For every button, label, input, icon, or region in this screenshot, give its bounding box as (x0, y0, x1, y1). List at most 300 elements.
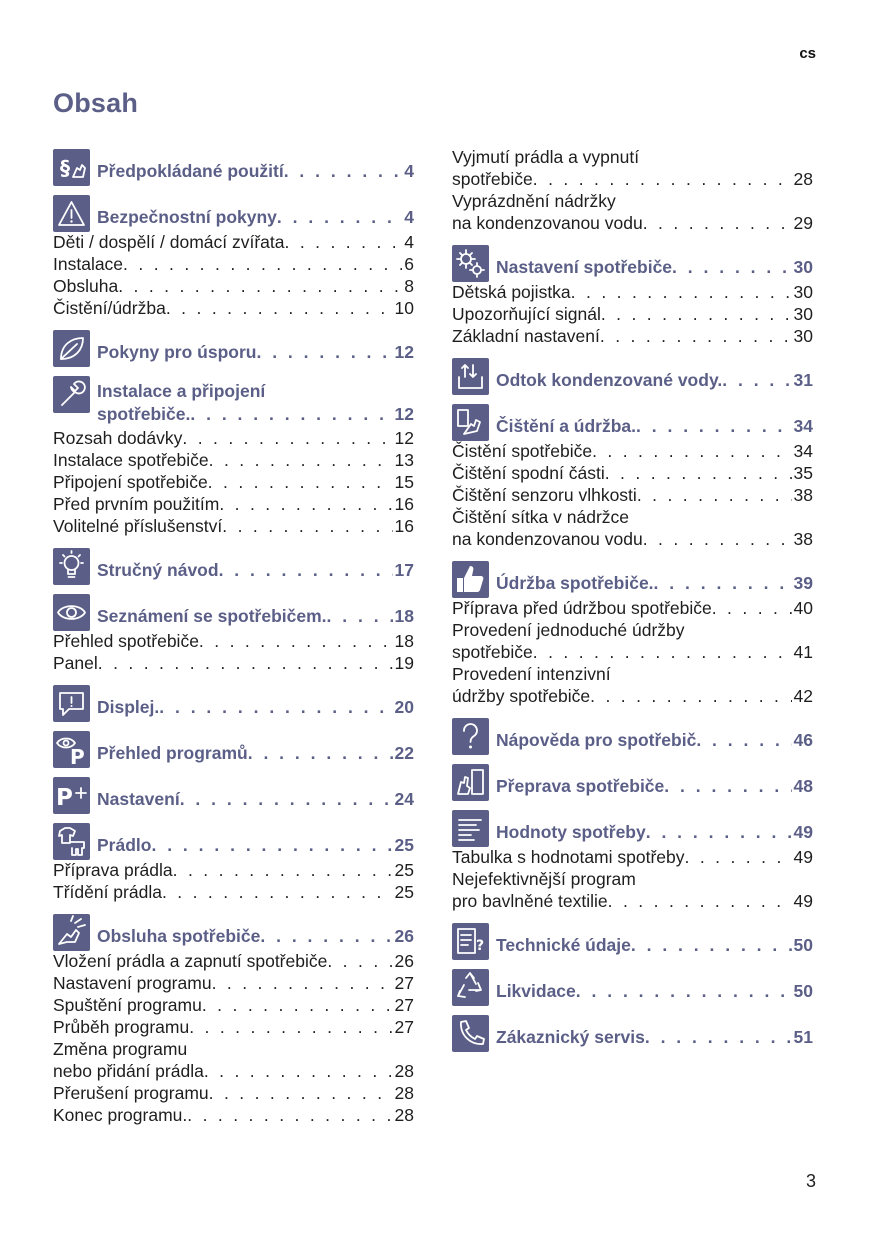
svg-text:P: P (70, 745, 85, 768)
toc-entry-line (452, 846, 813, 868)
toc-section-heading[interactable] (53, 911, 414, 949)
toc-section-title: Seznámení se spotřebičem. (97, 606, 327, 626)
toc-entry[interactable] (452, 846, 813, 868)
toc-section-heading[interactable] (452, 1012, 813, 1050)
toc-section (53, 327, 414, 365)
toc-section (53, 774, 414, 812)
toc-entry[interactable] (53, 630, 414, 652)
toc-page-number: 48 (793, 776, 813, 796)
toc-entry[interactable] (53, 881, 414, 903)
toc-entry[interactable] (53, 1038, 414, 1082)
toc-entry-line (53, 1016, 414, 1038)
toc-section-title: Stručný návod (97, 560, 219, 580)
toc-page-number: 12 (394, 342, 414, 362)
toc-section-title: Nastavení spotřebiče (496, 257, 673, 277)
toc-subentries (53, 859, 414, 903)
toc-section (452, 146, 813, 234)
dot-leader (712, 597, 792, 619)
toc-page-number: 19 (394, 653, 414, 673)
toc-entry[interactable] (452, 663, 813, 707)
toc-page-number: 30 (793, 282, 813, 302)
toc-subentries (452, 597, 813, 707)
toc-section (452, 401, 813, 550)
toc-section-heading[interactable] (452, 761, 813, 799)
toc-section (452, 242, 813, 347)
toc-entry-line (53, 297, 414, 319)
toc-section (452, 920, 813, 958)
toc-section-heading-text (97, 682, 414, 719)
toc-entry[interactable] (53, 471, 414, 493)
toc-entry-line (53, 1082, 414, 1104)
dot-leader (187, 1104, 392, 1126)
toc-section-heading-text (496, 966, 813, 1003)
dot-leader (672, 256, 791, 279)
toc-entry-title: Instalace (53, 254, 124, 274)
toc-page-number: 8 (404, 276, 414, 296)
toc-section-title: Přehled programů (97, 743, 248, 763)
dot-leader (202, 994, 393, 1016)
toc-section-heading-text (97, 820, 414, 857)
toc-left-column (53, 146, 414, 1126)
toc-section-heading-line (496, 980, 813, 1003)
toc-entry-title: Tabulka s hodnotami spotřeby (452, 847, 685, 867)
toc-page-number: 34 (793, 416, 813, 436)
toc-section-title: Displej. (97, 697, 160, 717)
toc-entry[interactable] (53, 231, 414, 253)
toc-section-heading-line: Instalace a připojení (97, 381, 266, 401)
toc-entry-title: Rozsah dodávky (53, 428, 183, 448)
toc-section-heading-line (496, 934, 813, 957)
toc-section-title: Obsluha spotřebiče (97, 926, 261, 946)
toc-entry-title: Konec programu. (53, 1105, 188, 1125)
toc-section-title: Odtok kondenzované vody. (496, 370, 723, 390)
toc-section-heading-text (496, 715, 813, 752)
toc-entry[interactable] (452, 597, 813, 619)
dot-leader (636, 415, 792, 438)
toc-section-title: Zákaznický servis (496, 1027, 645, 1047)
toc-entry-line (53, 275, 414, 297)
toc-section-heading[interactable] (53, 774, 414, 812)
toc-section-heading-line (496, 821, 813, 844)
toc-section-heading-line (97, 788, 414, 811)
toc-entry-line (452, 281, 813, 303)
dot-leader (208, 471, 393, 493)
toc-entry[interactable] (452, 462, 813, 484)
toc-entry-line (53, 652, 414, 674)
toc-entry[interactable] (53, 1016, 414, 1038)
toc-entry[interactable] (452, 325, 813, 347)
dot-leader (277, 206, 402, 229)
toc-page-number: 6 (404, 254, 414, 274)
toc-section-title: Prádlo (97, 835, 152, 855)
toc-section-heading[interactable] (452, 355, 813, 393)
toc-section-title: Nápověda pro spotřebič (496, 730, 697, 750)
dot-leader (118, 275, 402, 297)
toc-section-heading[interactable] (53, 146, 414, 184)
toc-section-heading-line (97, 403, 414, 426)
toc-entry-title: Příprava před údržbou spotřebiče (452, 598, 712, 618)
toc-section (53, 728, 414, 766)
toc-section-heading-line (496, 729, 813, 752)
toc-section-heading[interactable] (452, 966, 813, 1004)
page-number: 3 (805, 1171, 816, 1191)
toc-section-title: Čištění a údržba. (496, 416, 637, 436)
dot-leader (576, 980, 792, 1003)
toc-entry-line (452, 890, 813, 912)
toc-section-heading-line (97, 559, 414, 582)
drain-icon (452, 358, 489, 395)
toc-page-number: 27 (394, 973, 414, 993)
toc-section-heading-line (496, 775, 813, 798)
dot-leader (592, 440, 791, 462)
svg-text:?: ? (476, 938, 485, 954)
toc-entry[interactable] (53, 1082, 414, 1104)
toc-page-number: 16 (394, 516, 414, 536)
toc-section (452, 807, 813, 912)
toc-page-number: 42 (793, 686, 813, 706)
toc-section-title: Hodnoty spotřeby (496, 822, 646, 842)
dot-leader (533, 168, 792, 190)
toc-section-heading-text (496, 355, 813, 392)
toc-page-number: 29 (793, 213, 813, 233)
toc-section-heading[interactable] (452, 715, 813, 753)
toc-section (53, 911, 414, 1126)
dot-leader (219, 559, 393, 582)
toc-section-heading[interactable] (452, 401, 813, 439)
toc-entry-line (53, 1104, 414, 1126)
toc-section-heading-text (97, 146, 414, 183)
dot-leader (284, 160, 403, 183)
speech-bubble-icon (53, 685, 90, 722)
dot-leader (327, 605, 393, 628)
toc-entry-title: Průběh programu (53, 1017, 190, 1037)
toc-section (452, 355, 813, 393)
toc-entry[interactable] (53, 297, 414, 319)
toc-section-heading-text (496, 761, 813, 798)
toc-entry[interactable] (53, 427, 414, 449)
toc-entry-title: Panel (53, 653, 98, 673)
toc-section (53, 591, 414, 674)
toc-entry-title: Třídění prádla (53, 882, 162, 902)
toc-entry-line (452, 440, 813, 462)
dot-leader (643, 528, 792, 550)
toc-section-title: Pokyny pro úsporu (97, 342, 257, 362)
dot-leader (605, 462, 792, 484)
toc-entry-title: Obsluha (53, 276, 119, 296)
cleaning-hand-icon (452, 404, 489, 441)
toc-entry-line (53, 972, 414, 994)
toc-section-title: Údržba spotřebiče. (496, 573, 654, 593)
toc-page-number: 51 (793, 1027, 813, 1047)
wrench-icon (53, 376, 90, 413)
toc-page-number: 12 (394, 404, 414, 424)
toc-section (53, 146, 414, 184)
toc-section-heading-text (496, 558, 813, 595)
toc-subentries (452, 146, 813, 234)
dot-leader (151, 834, 392, 857)
toc-section-heading-line (496, 572, 813, 595)
toc-page-number: 28 (394, 1061, 414, 1081)
toc-page-number: 25 (394, 882, 414, 902)
toc-entry-line (53, 471, 414, 493)
toc-entry[interactable] (452, 440, 813, 462)
toc-section-heading-text (496, 920, 813, 957)
eye-p-icon (53, 731, 90, 768)
toc-page-number: 35 (793, 463, 813, 483)
toc-section-heading[interactable] (53, 728, 414, 766)
dot-leader (327, 950, 392, 972)
toc-page-number: 17 (394, 560, 414, 580)
toc-section (53, 373, 414, 537)
toc-entry-line (53, 1060, 414, 1082)
toc-entry[interactable] (452, 868, 813, 912)
toc-section-heading[interactable] (53, 682, 414, 720)
toc-section-heading-text (97, 911, 414, 948)
dot-leader (601, 303, 792, 325)
toc-page-number: 38 (793, 485, 813, 505)
toc-page-number: 20 (394, 697, 414, 717)
dot-leader (637, 484, 792, 506)
toc-entry-line (53, 630, 414, 652)
toc-entry-line (452, 528, 813, 550)
dot-leader (645, 1026, 792, 1049)
toc-section-heading-text (496, 807, 813, 844)
question-icon (452, 718, 489, 755)
toc-section-heading-text (496, 401, 813, 438)
toc-entry-title: spotřebiče (452, 642, 533, 662)
toc-section-heading-line (496, 256, 813, 279)
toc-entry-line (452, 484, 813, 506)
toc-subentries (452, 846, 813, 912)
lightbulb-icon (53, 548, 90, 585)
toc-section (53, 545, 414, 583)
toc-page-number: 49 (793, 822, 813, 842)
toc-entry-line (53, 994, 414, 1016)
toc-entry[interactable] (53, 449, 414, 471)
toc-page-number: 38 (793, 529, 813, 549)
toc-page-number: 30 (793, 326, 813, 346)
dot-leader (696, 729, 791, 752)
toc-entry[interactable] (53, 515, 414, 537)
dot-leader (190, 403, 392, 426)
toc-entry-title: Instalace spotřebiče (53, 450, 209, 470)
toc-entry-title: na kondenzovanou vodu (452, 529, 643, 549)
svg-text:§: § (60, 156, 70, 180)
dot-leader (664, 775, 791, 798)
toc-entry[interactable] (53, 493, 414, 515)
toc-page-number: 13 (394, 450, 414, 470)
toc-entry-line (452, 168, 813, 190)
dot-leader (590, 685, 791, 707)
toc-entry-title-line: Změna programu (53, 1039, 188, 1059)
dot-leader (189, 1016, 392, 1038)
toc-section-heading-text (97, 728, 414, 765)
toc-entry[interactable] (53, 972, 414, 994)
dot-leader (209, 449, 393, 471)
toc-section (53, 192, 414, 319)
toc-entry-line (53, 493, 414, 515)
toc-entry[interactable] (53, 652, 414, 674)
toc-entry[interactable] (452, 303, 813, 325)
dot-leader (212, 972, 393, 994)
toc-section-heading[interactable] (53, 192, 414, 230)
toc-section-heading-text (97, 327, 414, 364)
toc-section-title: Přeprava spotřebiče (496, 776, 665, 796)
toc-entry-title: údržby spotřebiče (452, 686, 591, 706)
toc-entry-title-line: Vyprázdnění nádržky (452, 191, 616, 211)
toc-subentries (53, 950, 414, 1126)
toc-section-heading[interactable] (53, 820, 414, 858)
toc-entry[interactable] (53, 950, 414, 972)
toc-entry-line (53, 881, 414, 903)
toc-section-heading-text (97, 591, 414, 628)
toc-subentries (53, 231, 414, 319)
toc-section (53, 820, 414, 903)
toc-subentries (53, 630, 414, 674)
toc-section-heading-line (496, 415, 813, 438)
toc-section-heading[interactable] (53, 545, 414, 583)
toc-entry-title-line: Vyjmutí prádla a vypnutí (452, 147, 640, 167)
toc-page-number: 15 (394, 472, 414, 492)
toc-entry-title: Dětská pojistka (452, 282, 571, 302)
toc-entry-line (452, 685, 813, 707)
dot-leader (199, 630, 393, 652)
toc-section (53, 682, 414, 720)
toc-entry-title: Čistění/údržba (53, 298, 166, 318)
recycle-icon (452, 969, 489, 1006)
toc-entry-title: Děti / dospělí / domácí zvířata (53, 232, 285, 252)
toc-section (452, 761, 813, 799)
toc-entry-line (53, 427, 414, 449)
toc-entry-title-line: Provedení intenzivní (452, 664, 611, 684)
toc-entry-line (53, 253, 414, 275)
toc-entry[interactable] (452, 619, 813, 663)
toc-section (452, 966, 813, 1004)
toc-section-heading[interactable] (452, 242, 813, 280)
toc-section-heading-line (496, 369, 813, 392)
toc-section-heading[interactable] (452, 807, 813, 845)
dot-leader (722, 369, 791, 392)
toc-page-number: 28 (394, 1105, 414, 1125)
toc-page-number: 41 (793, 642, 813, 662)
toc-section-heading[interactable] (53, 327, 414, 365)
transport-icon (452, 764, 489, 801)
toc-entry[interactable] (53, 994, 414, 1016)
toc-entry-line (53, 449, 414, 471)
toc-page-number: 31 (793, 370, 813, 390)
dot-leader (256, 341, 392, 364)
toc-page-number: 28 (793, 169, 813, 189)
toc-section-title: Nastavení (97, 789, 180, 809)
toc-entry[interactable] (53, 275, 414, 297)
toc-entry[interactable] (53, 1104, 414, 1126)
toc-entry-title: Základní nastavení (452, 326, 600, 346)
toc-entry-line (53, 859, 414, 881)
toc-section-heading-line (496, 1026, 813, 1049)
laundry-icon (53, 823, 90, 860)
toc-entry[interactable] (53, 253, 414, 275)
toc-entry-title: spotřebiče (452, 169, 533, 189)
toc-page-number: 46 (793, 730, 813, 750)
toc-entry[interactable] (452, 146, 813, 190)
toc-entry-title: Čistění spotřebiče (452, 441, 593, 461)
leaf-icon (53, 330, 90, 367)
toc-entry[interactable] (452, 484, 813, 506)
toc-section-heading[interactable] (452, 920, 813, 958)
toc-entry-line (53, 515, 414, 537)
toc-entry-title: Volitelné příslušenství (53, 516, 223, 536)
toc-entry-title: Čištění spodní části (452, 463, 605, 483)
toc-section-heading-line (97, 742, 414, 765)
toc-section-heading-line (97, 925, 414, 948)
paragraph-hand-icon (53, 149, 90, 186)
dot-leader (533, 641, 792, 663)
toc-entry-title: Spuštění programu (53, 995, 202, 1015)
toc-section-heading-text (97, 774, 414, 811)
toc-entry-title: na kondenzovanou vodu (452, 213, 643, 233)
toc-page-number: 34 (793, 441, 813, 461)
toc-page-number: 25 (394, 860, 414, 880)
dot-leader (166, 297, 393, 319)
toc-page-number: 25 (394, 835, 414, 855)
toc-entry-line (53, 231, 414, 253)
toc-section-title: Předpokládané použití (97, 161, 284, 181)
toc-section-title: spotřebiče. (97, 404, 191, 424)
toc-entry-title: Přehled spotřebiče (53, 631, 199, 651)
toc-page-number: 10 (394, 298, 414, 318)
warning-triangle-icon (53, 195, 90, 232)
dot-leader (173, 859, 393, 881)
toc-page-number: 50 (793, 935, 813, 955)
toc-entry-title-line: Nejefektivnější program (452, 869, 636, 889)
toc-section-heading[interactable] (452, 558, 813, 596)
toc-entry[interactable] (452, 281, 813, 303)
toc-section-heading[interactable] (53, 373, 414, 426)
toc-section-heading-line (97, 605, 414, 628)
toc-entry-line (452, 212, 813, 234)
toc-entry[interactable] (452, 506, 813, 550)
dot-leader (260, 925, 392, 948)
dot-leader (209, 1082, 393, 1104)
dot-leader (248, 742, 393, 765)
toc-entry-line (53, 950, 414, 972)
dot-leader (608, 890, 792, 912)
toc-subentries (452, 440, 813, 550)
toc-entry-title: Před prvním použitím (53, 494, 220, 514)
p-plus-icon (53, 777, 90, 814)
toc-section-heading-line (97, 206, 414, 229)
toc-section-heading[interactable] (53, 591, 414, 629)
toc-section-heading-text (97, 545, 414, 582)
svg-text:P: P (56, 785, 73, 811)
toc-section-title: Bezpečnostní pokyny (97, 207, 277, 227)
toc-entry-title: Vložení prádla a zapnutí spotřebiče (53, 951, 328, 971)
toc-section-heading-line (97, 834, 414, 857)
dot-leader (571, 281, 792, 303)
toc-section (452, 558, 813, 707)
toc-entry[interactable] (452, 190, 813, 234)
toc-section (452, 715, 813, 753)
dot-leader (159, 696, 392, 719)
toc-entry[interactable] (53, 859, 414, 881)
toc-section-title: Likvidace (496, 981, 576, 1001)
toc-page-number: 4 (404, 161, 414, 181)
toc-page-number: 49 (793, 847, 813, 867)
toc-section-heading-text (97, 192, 414, 229)
dot-leader (219, 493, 392, 515)
toc-section-title: Technické údaje (496, 935, 631, 955)
dot-leader (182, 427, 392, 449)
